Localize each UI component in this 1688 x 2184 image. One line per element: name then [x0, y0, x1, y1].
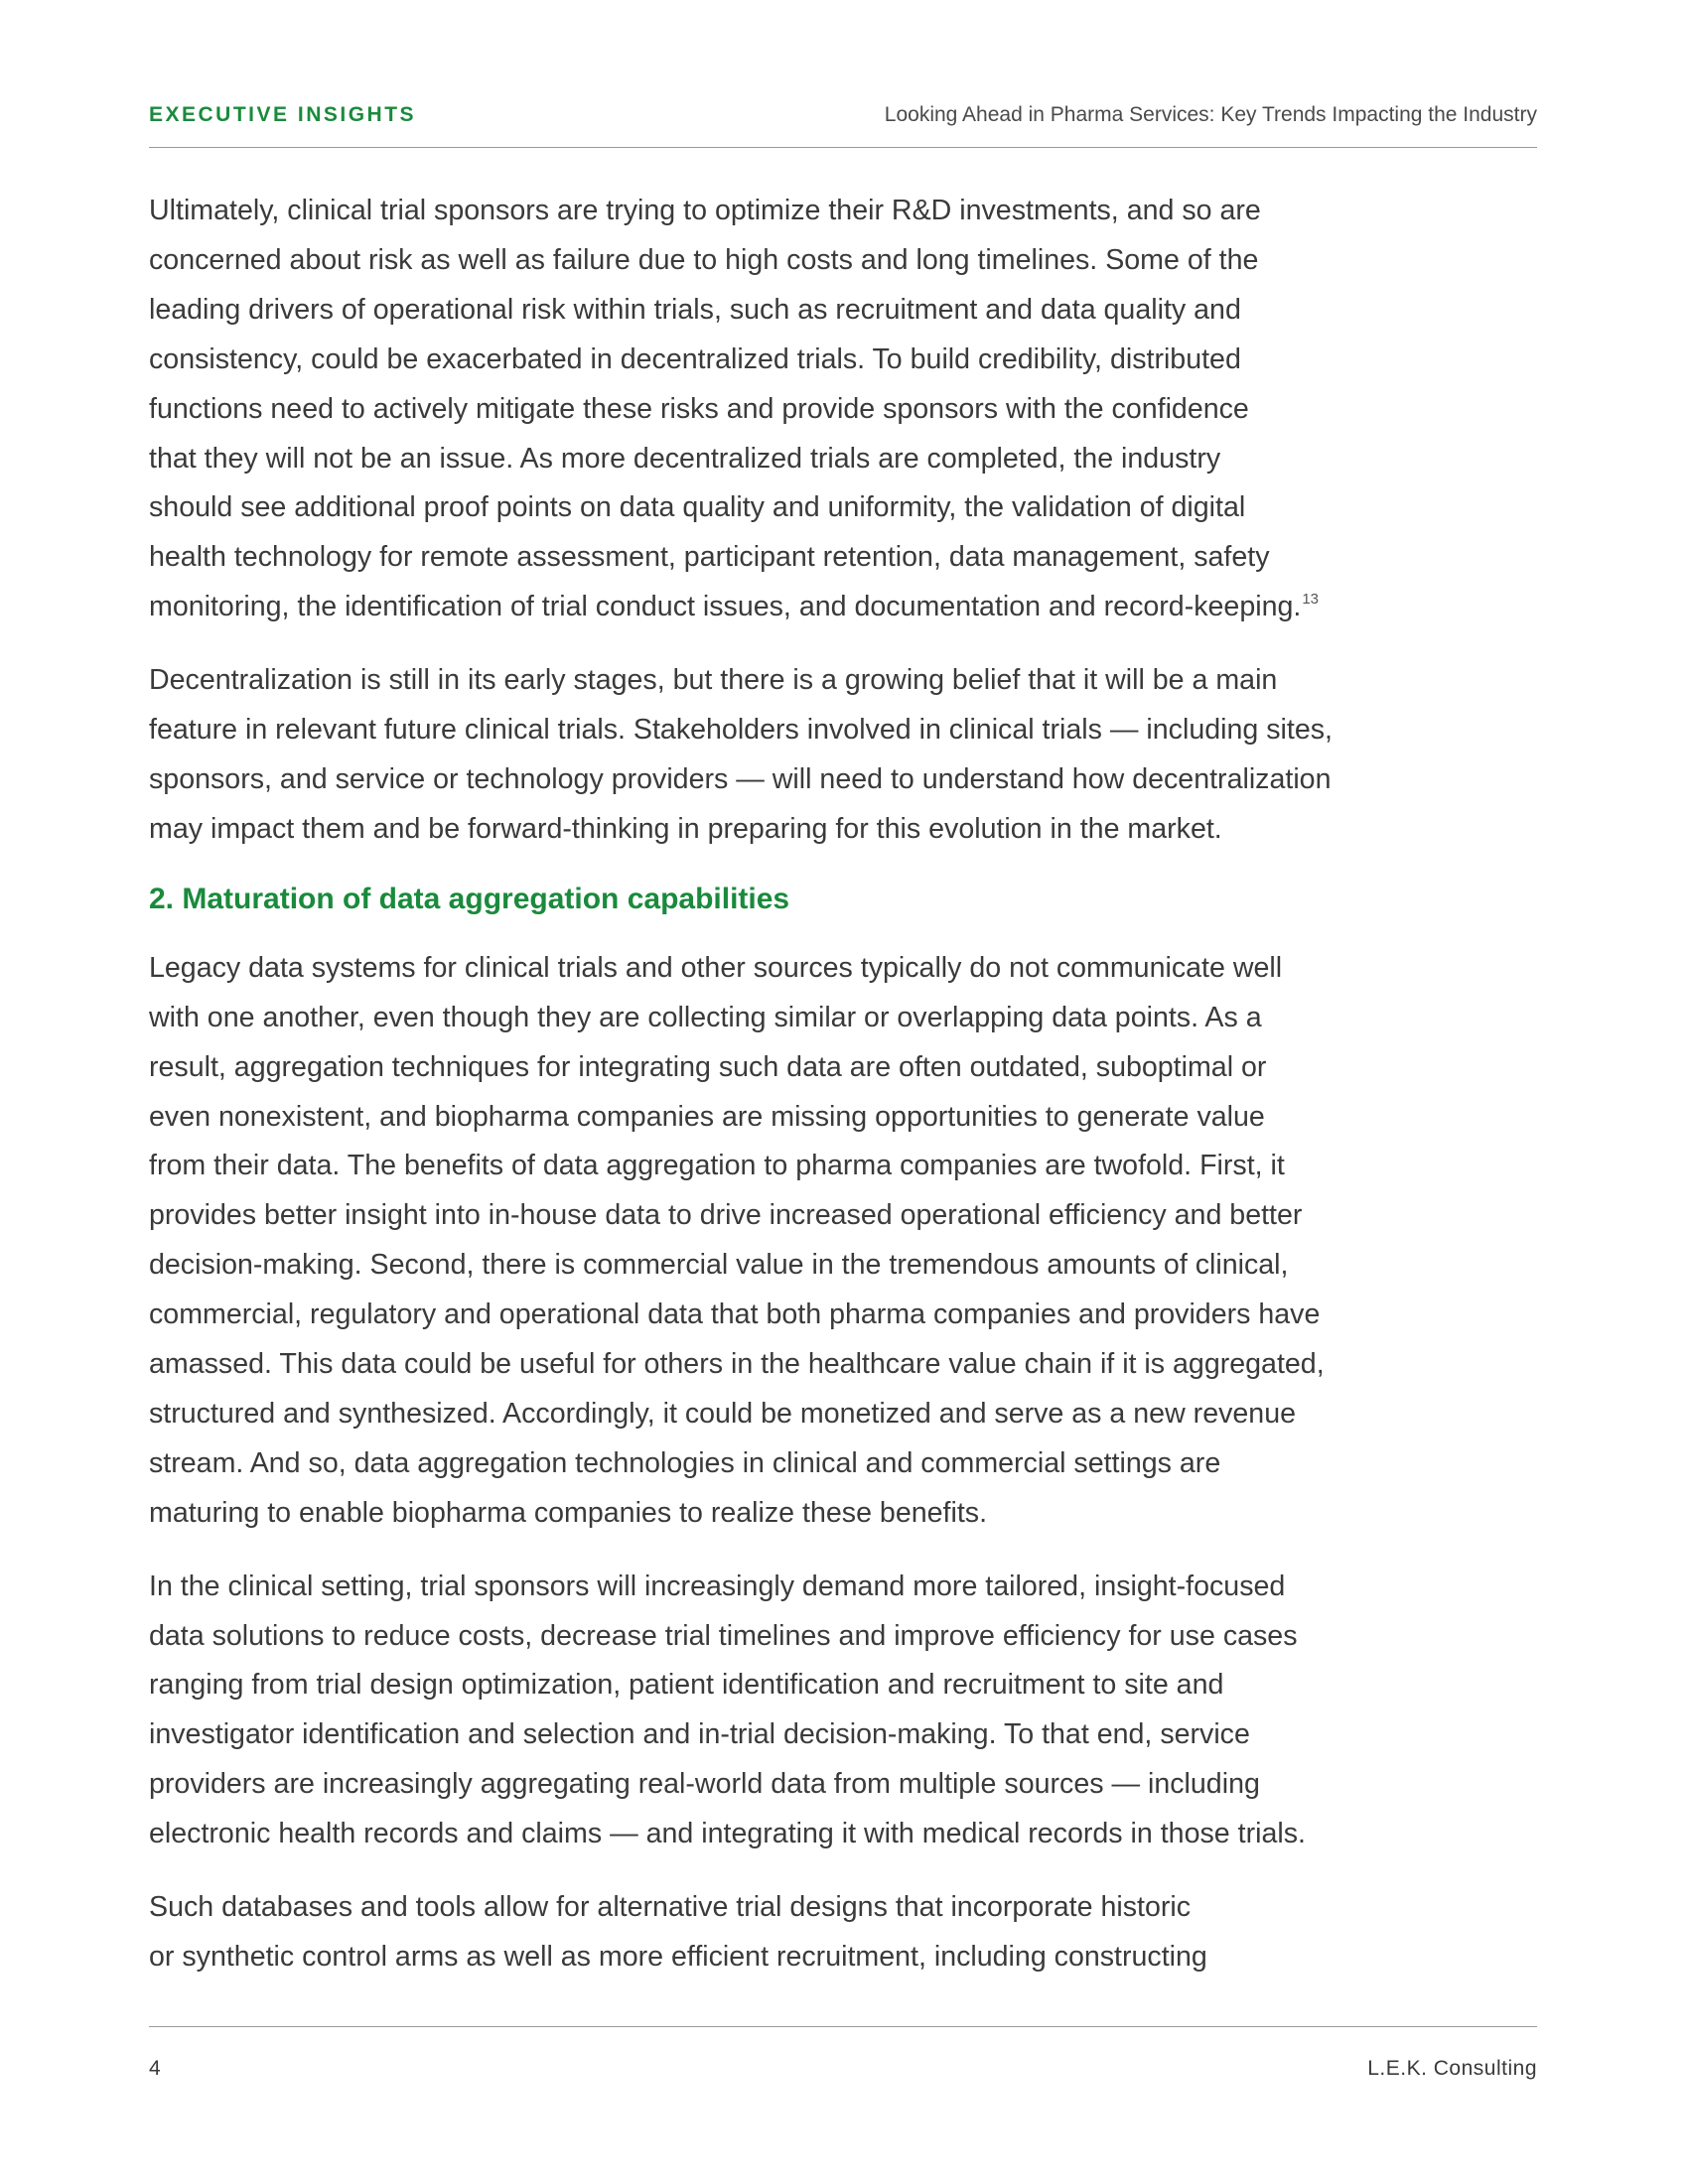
page-body	[149, 187, 1559, 2006]
footnote-marker: 13	[1302, 591, 1320, 609]
paragraph-clinical-setting: In the clinical setting, trial sponsors will increasingly demand more tailored, insight-focused data solutions to reduce costs, decrease trial timelines and improve efficiency for use cases ranging from trial design optimization, patient identification and recruitment to site and investigator identification and selection and in-trial decision-making. To that end, service providers are increasingly aggregating real-world data from multiple sources — including electronic health records and claims — and integrating it with medical records in those trials.	[149, 1570, 1306, 1850]
paragraph-legacy-data-systems: Legacy data systems for clinical trials and other sources typically do not communicate well with one another, even though they are collecting similar or overlapping data points. As a result, aggregation techniques for integrating such data are often outdated, suboptimal or even nonexistent, and biopharma companies are missing opportunities to generate value from their data. The benefits of data aggregation to pharma companies are twofold. First, it provides better insight into in-house data to drive increased operational efficiency and better decision-making. Second, there is commercial value in the tremendous amounts of clinical, commercial, regulatory and operational data that both pharma companies and providers have amassed. This data could be useful for others in the healthcare value chain if it is aggregated, structured and synthesized. Accordingly, it could be monetized and serve as a new revenue stream. And so, data aggregation technologies in clinical and commercial settings are maturing to enable biopharma companies to realize these benefits.	[149, 951, 1325, 1529]
paragraph-risk-mitigation	[149, 187, 1559, 632]
header-document-title: Looking Ahead in Pharma Services: Key Trends Impacting the Industry	[884, 103, 1537, 126]
section-heading: 2. Maturation of data aggregation capabilities	[149, 882, 790, 915]
footer-company-name: L.E.K. Consulting	[1367, 2057, 1537, 2080]
header-divider	[149, 147, 1537, 148]
paragraph-databases-and-tools: Such databases and tools allow for alternative trial designs that incorporate historic or synthetic control arms as well as more efficient recruitment, including constructing	[149, 1891, 1207, 1973]
header-section-label: EXECUTIVE INSIGHTS	[149, 103, 417, 126]
paragraph-decentralization-outlook: Decentralization is still in its early stages, but there is a growing belief that it will be a main feature in relevant future clinical trials. Stakeholders involved in clinical trials — including sites, sponsors, and service or technology providers — will need to understand how decentralization may impact them and be forward-thinking in preparing for this evolution in the market.	[149, 664, 1333, 845]
page-header	[149, 97, 1537, 137]
paragraph-risk-mitigation-text: Ultimately, clinical trial sponsors are trying to optimize their R&D investments, and so are concerned about risk as well as failure due to high costs and long timelines. Some of the leading drivers of operational risk within trials, such as recruitment and data quality and consistency, could be exacerbated in decentralized trials. To build credibility, distributed functions need to actively mitigate these risks and provide sponsors with the confidence that they will not be an issue. As more decentralized trials are completed, the industry should see additional proof points on data quality and uniformity, the validation of digital health technology for remote assessment, participant retention, data management, safety monitoring, the identification of trial conduct issues, and documentation and record-keeping.	[149, 195, 1302, 623]
footer-divider	[149, 2026, 1537, 2027]
page-number: 4	[149, 2057, 161, 2080]
